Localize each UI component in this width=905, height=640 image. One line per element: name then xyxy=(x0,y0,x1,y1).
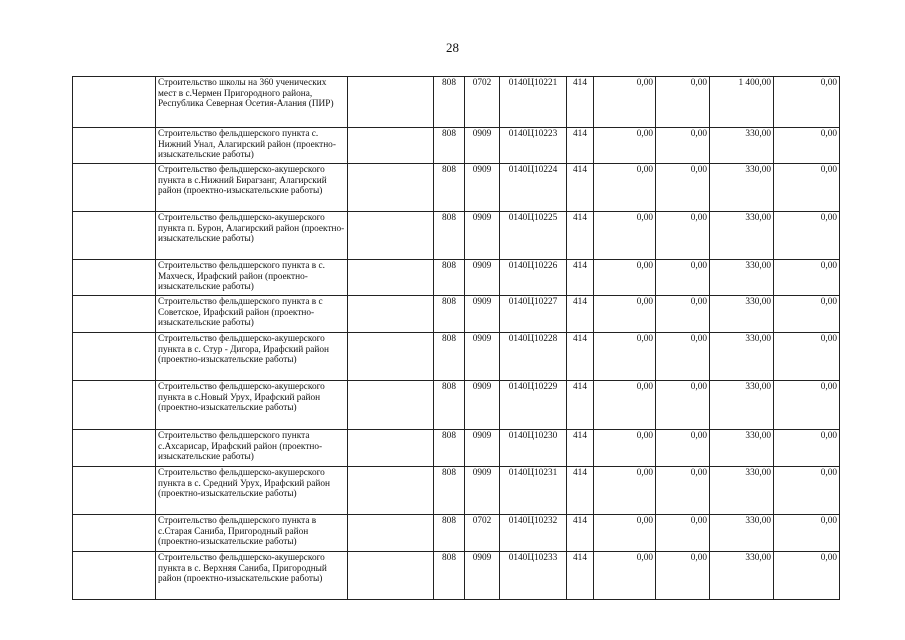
amount-2-cell: 0,00 xyxy=(656,212,710,260)
empty-cell xyxy=(348,296,434,333)
expense-type-cell: 414 xyxy=(567,128,594,164)
ministry-code-cell: 808 xyxy=(434,430,465,467)
expense-type-cell: 414 xyxy=(567,467,594,515)
object-name-cell: Строительство фельдшерско-акушерского пункта в с. Стур - Дигора, Ирафский район (проектно-изыскательские работы) xyxy=(156,333,348,381)
amount-3-cell: 330,00 xyxy=(710,296,774,333)
amount-3-cell: 330,00 xyxy=(710,430,774,467)
empty-cell xyxy=(348,333,434,381)
amount-4-cell: 0,00 xyxy=(774,515,840,552)
expense-type-cell: 414 xyxy=(567,515,594,552)
amount-4-cell: 0,00 xyxy=(774,467,840,515)
amount-2-cell: 0,00 xyxy=(656,430,710,467)
amount-4-cell: 0,00 xyxy=(774,128,840,164)
object-name-cell: Строительство фельдшерского пункта с.Ахсарисар, Ирафский район (проектно-изыскательские работы) xyxy=(156,430,348,467)
page-number: 28 xyxy=(446,40,459,55)
target-article-cell: 0140Ц10228 xyxy=(500,333,567,381)
amount-4-cell: 0,00 xyxy=(774,381,840,430)
table-row xyxy=(73,212,840,260)
table-row xyxy=(73,260,840,296)
amount-2-cell: 0,00 xyxy=(656,515,710,552)
section-code-cell: 0909 xyxy=(465,128,500,164)
object-name-cell: Строительство фельдшерского пункта в с.Старая Саниба, Пригородный район (проектно-изыскательские работы) xyxy=(156,515,348,552)
amount-1-cell: 0,00 xyxy=(594,260,656,296)
empty-cell xyxy=(73,552,156,600)
object-name-cell: Строительство фельдшерского пункта с. Нижний Унал, Алагирский район (проектно-изыскательские работы) xyxy=(156,128,348,164)
section-code-cell: 0909 xyxy=(465,260,500,296)
section-code-cell: 0909 xyxy=(465,212,500,260)
target-article-cell: 0140Ц10221 xyxy=(500,77,567,128)
amount-4-cell: 0,00 xyxy=(774,333,840,381)
amount-2-cell: 0,00 xyxy=(656,467,710,515)
object-name-cell: Строительство фельдшерского пункта в с Советское, Ирафский район (проектно-изыскательские работы) xyxy=(156,296,348,333)
table-row xyxy=(73,381,840,430)
object-name-cell: Строительство школы на 360 ученических мест в с.Чермен Пригородного района, Республика Северная Осетия-Алания (ПИР) xyxy=(156,77,348,128)
amount-2-cell: 0,00 xyxy=(656,552,710,600)
amount-3-cell: 330,00 xyxy=(710,552,774,600)
amount-2-cell: 0,00 xyxy=(656,333,710,381)
expense-type-cell: 414 xyxy=(567,260,594,296)
target-article-cell: 0140Ц10229 xyxy=(500,381,567,430)
empty-cell xyxy=(348,212,434,260)
amount-1-cell: 0,00 xyxy=(594,467,656,515)
object-name-cell: Строительство фельдшерско-акушерского пункта в с.Новый Урух, Ирафский район (проектно-изыскательские работы) xyxy=(156,381,348,430)
section-code-cell: 0909 xyxy=(465,552,500,600)
empty-cell xyxy=(73,164,156,212)
object-name-cell: Строительство фельдшерско-акушерского пункта в с.Нижний Бирагзанг, Алагирский район (проектно-изыскательские работы) xyxy=(156,164,348,212)
amount-1-cell: 0,00 xyxy=(594,296,656,333)
section-code-cell: 0909 xyxy=(465,333,500,381)
empty-cell xyxy=(73,467,156,515)
empty-cell xyxy=(348,260,434,296)
amount-4-cell: 0,00 xyxy=(774,552,840,600)
target-article-cell: 0140Ц10233 xyxy=(500,552,567,600)
amount-1-cell: 0,00 xyxy=(594,212,656,260)
section-code-cell: 0909 xyxy=(465,296,500,333)
ministry-code-cell: 808 xyxy=(434,333,465,381)
amount-2-cell: 0,00 xyxy=(656,381,710,430)
amount-3-cell: 1 400,00 xyxy=(710,77,774,128)
budget-table xyxy=(72,76,840,600)
amount-3-cell: 330,00 xyxy=(710,164,774,212)
amount-3-cell: 330,00 xyxy=(710,515,774,552)
amount-2-cell: 0,00 xyxy=(656,164,710,212)
amount-4-cell: 0,00 xyxy=(774,164,840,212)
table-row xyxy=(73,430,840,467)
target-article-cell: 0140Ц10231 xyxy=(500,467,567,515)
table-row xyxy=(73,164,840,212)
amount-1-cell: 0,00 xyxy=(594,164,656,212)
table-row xyxy=(73,296,840,333)
empty-cell xyxy=(73,260,156,296)
table-row xyxy=(73,515,840,552)
expense-type-cell: 414 xyxy=(567,296,594,333)
object-name-cell: Строительство фельдшерско-акушерского пункта в с. Верхняя Саниба, Пригородный район (проектно-изыскательские работы) xyxy=(156,552,348,600)
table-body xyxy=(73,77,840,600)
section-code-cell: 0702 xyxy=(465,515,500,552)
amount-4-cell: 0,00 xyxy=(774,212,840,260)
amount-1-cell: 0,00 xyxy=(594,552,656,600)
amount-4-cell: 0,00 xyxy=(774,430,840,467)
amount-4-cell: 0,00 xyxy=(774,77,840,128)
expense-type-cell: 414 xyxy=(567,77,594,128)
target-article-cell: 0140Ц10225 xyxy=(500,212,567,260)
amount-2-cell: 0,00 xyxy=(656,260,710,296)
table-row xyxy=(73,467,840,515)
empty-cell xyxy=(348,128,434,164)
empty-cell xyxy=(348,552,434,600)
expense-type-cell: 414 xyxy=(567,333,594,381)
object-name-cell: Строительство фельдшерско-акушерского пункта п. Бурон, Алагирский район (проектно-изыскательские работы) xyxy=(156,212,348,260)
amount-3-cell: 330,00 xyxy=(710,467,774,515)
amount-3-cell: 330,00 xyxy=(710,333,774,381)
empty-cell xyxy=(348,381,434,430)
empty-cell xyxy=(73,515,156,552)
amount-3-cell: 330,00 xyxy=(710,381,774,430)
ministry-code-cell: 808 xyxy=(434,381,465,430)
amount-1-cell: 0,00 xyxy=(594,333,656,381)
amount-4-cell: 0,00 xyxy=(774,296,840,333)
empty-cell xyxy=(348,430,434,467)
target-article-cell: 0140Ц10230 xyxy=(500,430,567,467)
empty-cell xyxy=(73,296,156,333)
amount-2-cell: 0,00 xyxy=(656,77,710,128)
empty-cell xyxy=(73,381,156,430)
object-name-cell: Строительство фельдшерского пункта в с. Махческ, Ирафский район (проектно-изыскательские работы) xyxy=(156,260,348,296)
section-code-cell: 0909 xyxy=(465,467,500,515)
empty-cell xyxy=(348,515,434,552)
amount-1-cell: 0,00 xyxy=(594,381,656,430)
amount-1-cell: 0,00 xyxy=(594,430,656,467)
ministry-code-cell: 808 xyxy=(434,77,465,128)
ministry-code-cell: 808 xyxy=(434,296,465,333)
ministry-code-cell: 808 xyxy=(434,515,465,552)
expense-type-cell: 414 xyxy=(567,381,594,430)
table-row xyxy=(73,128,840,164)
table-row xyxy=(73,77,840,128)
empty-cell xyxy=(73,128,156,164)
section-code-cell: 0909 xyxy=(465,381,500,430)
expense-type-cell: 414 xyxy=(567,430,594,467)
expense-type-cell: 414 xyxy=(567,212,594,260)
amount-3-cell: 330,00 xyxy=(710,128,774,164)
ministry-code-cell: 808 xyxy=(434,164,465,212)
amount-3-cell: 330,00 xyxy=(710,212,774,260)
section-code-cell: 0909 xyxy=(465,164,500,212)
ministry-code-cell: 808 xyxy=(434,212,465,260)
empty-cell xyxy=(73,333,156,381)
empty-cell xyxy=(348,467,434,515)
section-code-cell: 0909 xyxy=(465,430,500,467)
amount-2-cell: 0,00 xyxy=(656,128,710,164)
amount-3-cell: 330,00 xyxy=(710,260,774,296)
amount-1-cell: 0,00 xyxy=(594,77,656,128)
object-name-cell: Строительство фельдшерско-акушерского пункта в с. Средний Урух, Ирафский район (проектно-изыскательские работы) xyxy=(156,467,348,515)
ministry-code-cell: 808 xyxy=(434,128,465,164)
ministry-code-cell: 808 xyxy=(434,552,465,600)
amount-4-cell: 0,00 xyxy=(774,260,840,296)
expense-type-cell: 414 xyxy=(567,552,594,600)
amount-1-cell: 0,00 xyxy=(594,515,656,552)
target-article-cell: 0140Ц10226 xyxy=(500,260,567,296)
expense-type-cell: 414 xyxy=(567,164,594,212)
amount-2-cell: 0,00 xyxy=(656,296,710,333)
empty-cell xyxy=(348,164,434,212)
empty-cell xyxy=(73,212,156,260)
empty-cell xyxy=(73,430,156,467)
amount-1-cell: 0,00 xyxy=(594,128,656,164)
table-row xyxy=(73,333,840,381)
target-article-cell: 0140Ц10224 xyxy=(500,164,567,212)
target-article-cell: 0140Ц10227 xyxy=(500,296,567,333)
target-article-cell: 0140Ц10232 xyxy=(500,515,567,552)
empty-cell xyxy=(73,77,156,128)
ministry-code-cell: 808 xyxy=(434,260,465,296)
empty-cell xyxy=(348,77,434,128)
target-article-cell: 0140Ц10223 xyxy=(500,128,567,164)
table-row xyxy=(73,552,840,600)
ministry-code-cell: 808 xyxy=(434,467,465,515)
section-code-cell: 0702 xyxy=(465,77,500,128)
